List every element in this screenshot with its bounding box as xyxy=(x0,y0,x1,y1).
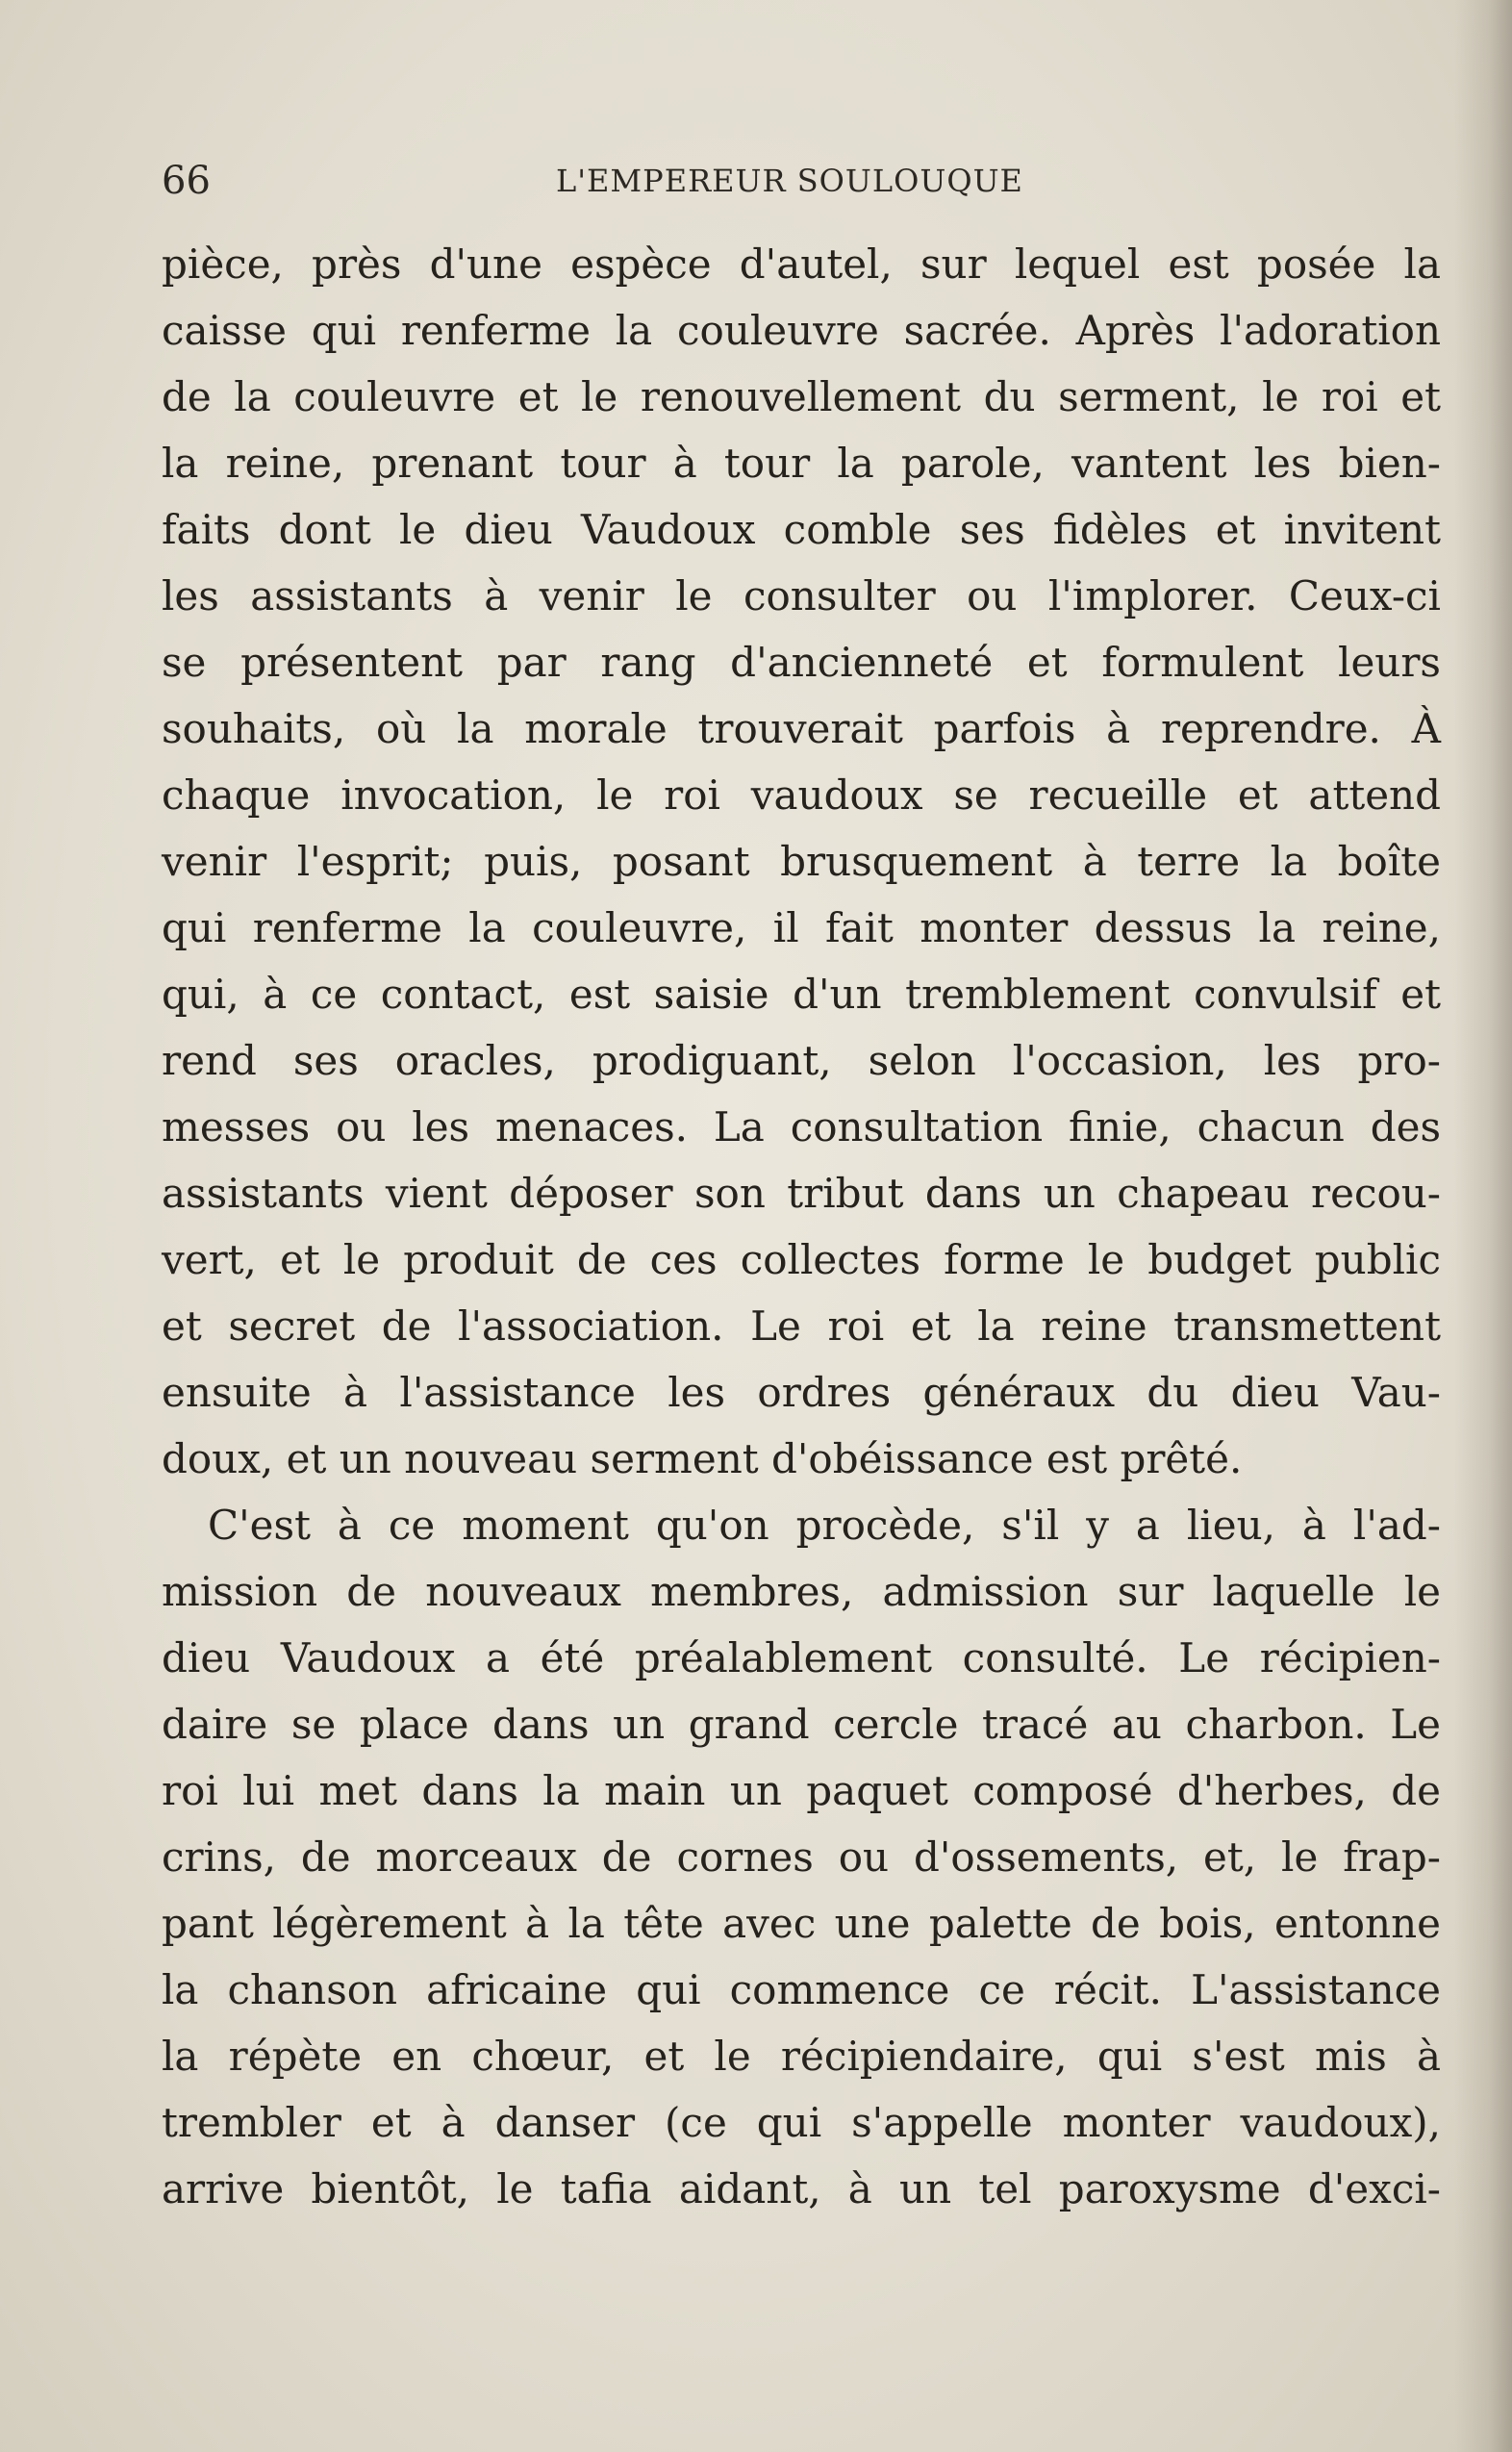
text-line: C'est à ce moment qu'on procède, s'il y a lieu, à l'ad- xyxy=(208,1502,1441,1549)
text-line: caisse qui renferme la couleuvre sacrée. Après l'adoration xyxy=(162,307,1441,354)
text-line: faits dont le dieu Vaudoux comble ses fidèles et invitent xyxy=(162,506,1441,553)
text-line: la répète en chœur, et le récipiendaire, qui s'est mis à xyxy=(162,2033,1441,2080)
text-line: ensuite à l'assistance les ordres généraux du dieu Vau- xyxy=(162,1369,1441,1416)
page-number: 66 xyxy=(162,159,211,203)
text-line: messes ou les menaces. La consultation finie, chacun des xyxy=(162,1103,1441,1150)
text-line: la reine, prenant tour à tour la parole, vantent les bien- xyxy=(162,440,1441,487)
text-line: crins, de morceaux de cornes ou d'ossements, et, le frap- xyxy=(162,1833,1441,1881)
text-line: pant légèrement à la tête avec une palette de bois, entonne xyxy=(162,1900,1441,1947)
text-line: qui, à ce contact, est saisie d'un tremblement convulsif et xyxy=(162,971,1441,1018)
page-header xyxy=(162,152,1441,210)
text-line: trembler et à danser (ce qui s'appelle monter vaudoux), xyxy=(162,2099,1441,2146)
text-line: chaque invocation, le roi vaudoux se recueille et attend xyxy=(162,771,1441,819)
text-line: venir l'esprit; puis, posant brusquement à terre la boîte xyxy=(162,838,1441,885)
text-line: assistants vient déposer son tribut dans un chapeau recou- xyxy=(162,1170,1441,1217)
text-line: les assistants à venir le consulter ou l'implorer. Ceux-ci xyxy=(162,572,1441,619)
text-line: souhaits, où la morale trouverait parfois à reprendre. À xyxy=(162,705,1441,752)
text-line: rend ses oracles, prodiguant, selon l'occasion, les pro- xyxy=(162,1037,1441,1084)
text-line: dieu Vaudoux a été préalablement consulté. Le récipien- xyxy=(162,1634,1441,1681)
text-line: la chanson africaine qui commence ce récit. L'assistance xyxy=(162,1966,1441,2013)
text-line: daire se place dans un grand cercle tracé au charbon. Le xyxy=(162,1701,1441,1748)
text-line: arrive bientôt, le tafia aidant, à un tel paroxysme d'exci- xyxy=(162,2165,1441,2212)
text-line: se présentent par rang d'ancienneté et formulent leurs xyxy=(162,639,1441,686)
text-line: vert, et le produit de ces collectes forme le budget public xyxy=(162,1236,1441,1283)
text-line: doux, et un nouveau serment d'obéissance est prêté. xyxy=(162,1435,1243,1482)
text-line: pièce, près d'une espèce d'autel, sur lequel est posée la xyxy=(162,240,1441,288)
running-title: L'EMPEREUR SOULOUQUE xyxy=(556,163,1023,199)
text-line: mission de nouveaux membres, admission sur laquelle le xyxy=(162,1568,1441,1615)
page-gutter-shadow xyxy=(1454,0,1512,2452)
text-line: roi lui met dans la main un paquet composé d'herbes, de xyxy=(162,1767,1441,1814)
text-line: qui renferme la couleuvre, il fait monter dessus la reine, xyxy=(162,904,1441,951)
body-text xyxy=(162,231,1441,2222)
text-line: de la couleuvre et le renouvellement du serment, le roi et xyxy=(162,373,1441,420)
text-line: et secret de l'association. Le roi et la reine transmettent xyxy=(162,1302,1441,1350)
